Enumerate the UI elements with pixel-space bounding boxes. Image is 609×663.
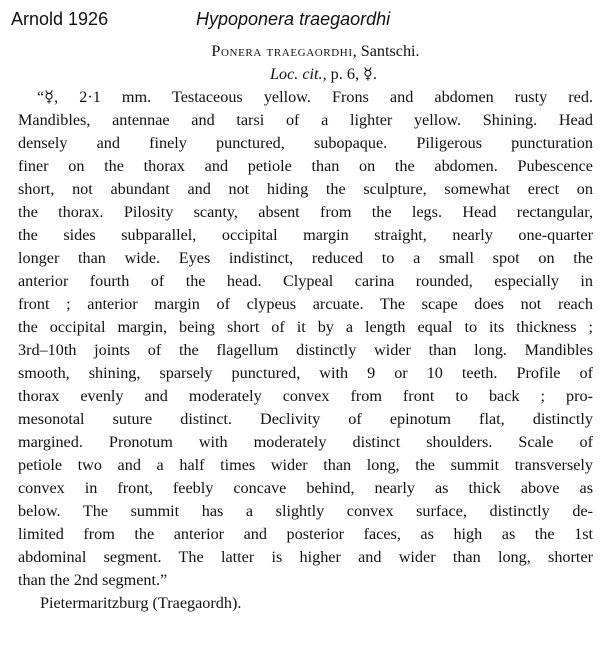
description-line: limited from the anterior and posterior faces, as high as the 1st xyxy=(18,525,593,543)
description-line: longer than wide. Eyes indistinct, reduced to a small spot on the xyxy=(18,249,593,267)
description-line: abdominal segment. The latter is higher and wider than long, shorter xyxy=(18,548,593,566)
description-line: convex in front, feebly concave behind, nearly as thick above as xyxy=(18,479,593,497)
description-line: mesonotal suture distinct. Declivity of epinotum flat, distinctly xyxy=(18,410,593,428)
description-line: front ; anterior margin of clypeus arcuate. The scape does not reach xyxy=(18,295,593,313)
description-line: margined. Pronotum with moderately distinct shoulders. Scale of xyxy=(18,433,593,451)
loc-cit-italic: Loc. cit. xyxy=(269,65,323,83)
description-line: the sides subparallel, occipital margin straight, nearly one-quarter xyxy=(18,226,593,244)
description-line: finer on the thorax and petiole than on the abdomen. Pubescence xyxy=(18,157,593,175)
description-line: Mandibles, antennae and tarsi of a lighter yellow. Shining. Head xyxy=(18,111,593,129)
description-line: short, not abundant and not hiding the sculpture, somewhat erect on xyxy=(18,180,593,198)
scanned-text-block xyxy=(0,40,609,615)
description-line: the occipital margin, being short of it by a length equal to its thickness ; xyxy=(18,318,593,336)
description-line: below. The summit has a slightly convex surface, distinctly de- xyxy=(18,502,593,520)
description-line: the thorax. Pilosity scanty, absent from the legs. Head rectangular, xyxy=(18,203,593,221)
description-line: than the 2nd segment.” xyxy=(18,571,168,589)
description-line: smooth, shining, sparsely punctured, with 9 or 10 teeth. Profile of xyxy=(18,364,593,382)
description-line: thorax evenly and moderately convex from front to back ; pro- xyxy=(18,387,593,405)
description-line: 3rd–10th joints of the flagellum distinctly wider than long. Mandibles xyxy=(18,341,593,359)
entry-author: , Santschi. xyxy=(352,42,420,60)
page-header xyxy=(0,6,609,36)
entry-loc-cit xyxy=(0,63,609,86)
entry-genus-name: Ponera traegaordhi xyxy=(211,42,353,60)
entry-title xyxy=(0,40,609,63)
description-line: anterior fourth of the head. Clypeal carina rounded, especially in xyxy=(18,272,593,290)
locality-line: Pietermaritzburg (Traegaordh). xyxy=(40,594,242,612)
description-line: petiole two and a half times wider than long, the summit transversely xyxy=(18,456,593,474)
loc-cit-rest: , p. 6, ☿. xyxy=(322,65,378,83)
description-line: “☿, 2·1 mm. Testaceous yellow. Frons and abdomen rusty red. xyxy=(37,88,593,106)
header-author-year: Arnold 1926 xyxy=(11,9,109,29)
header-species-name: Hypoponera traegaordhi xyxy=(196,9,391,29)
description-paragraph xyxy=(0,86,609,592)
description-line: densely and finely punctured, subopaque. Piligerous puncturation xyxy=(18,134,593,152)
